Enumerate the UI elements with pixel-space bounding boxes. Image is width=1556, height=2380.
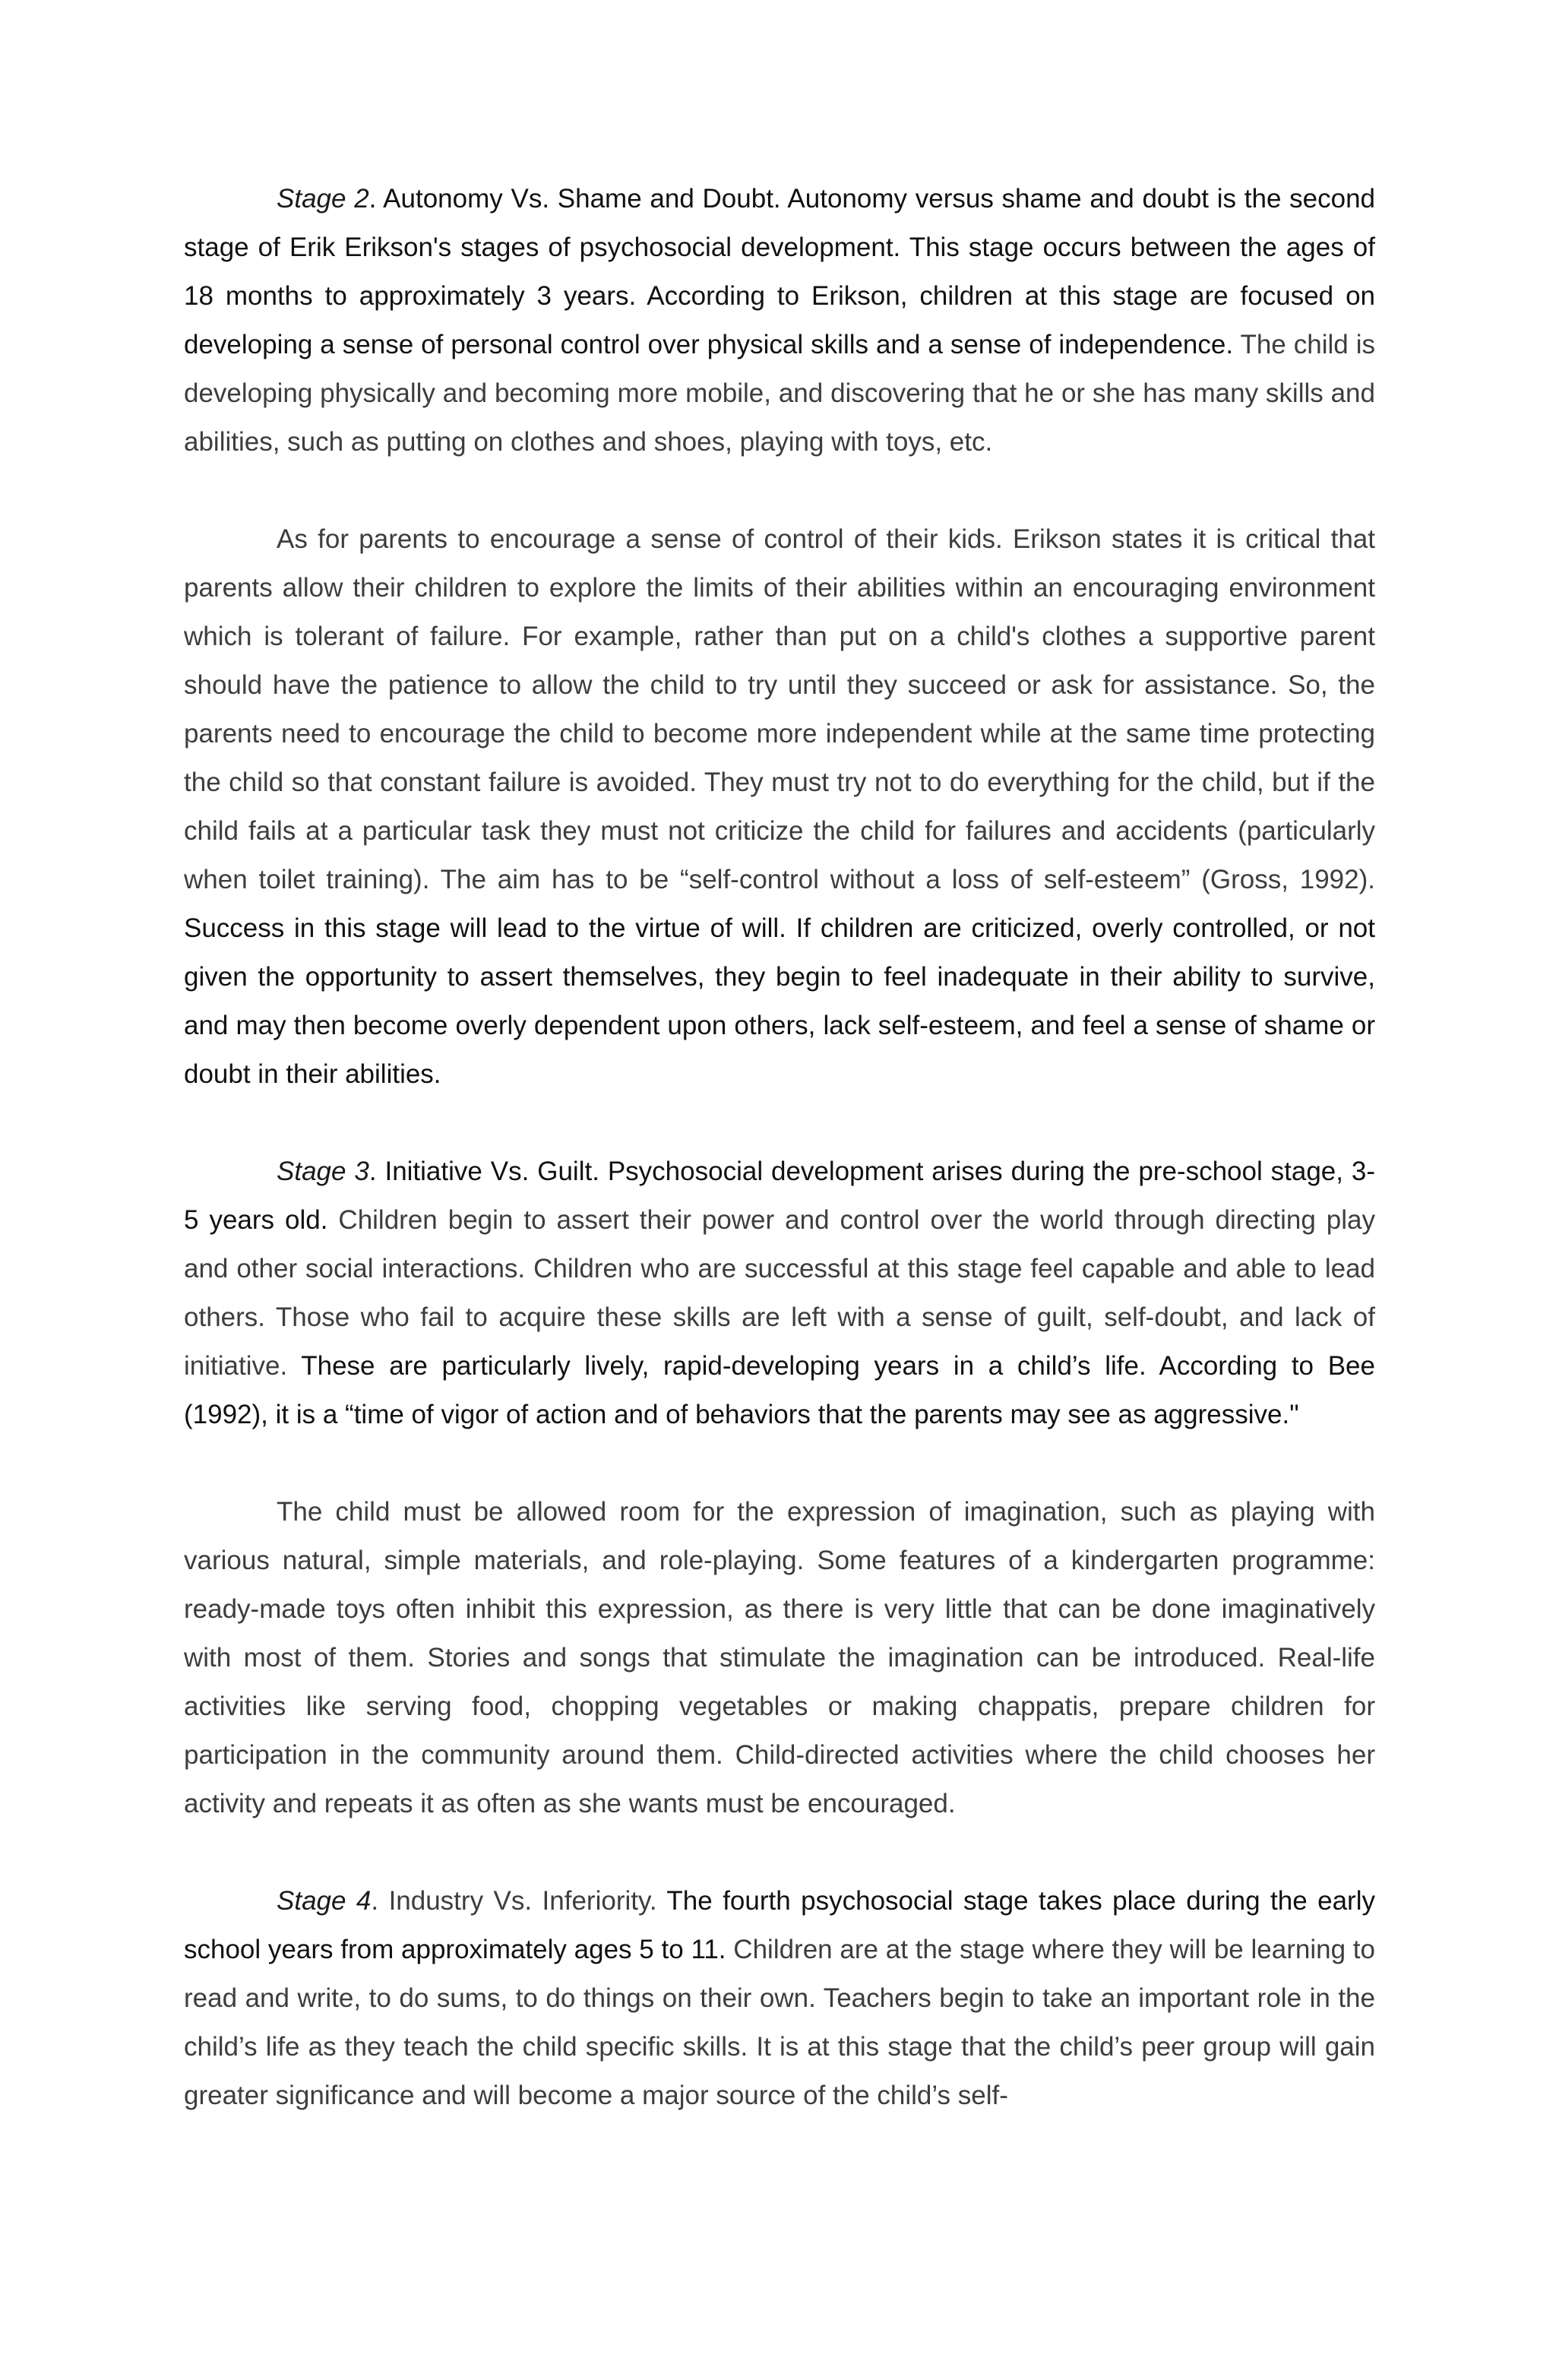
sentence: The child is developing physically and becoming more mobile, and discovering that he or she has many skills and abilities, such as putting on clothes and shoes, playing with toys, etc.: [184, 330, 1376, 457]
paragraph-stage-4-intro: [184, 1877, 1375, 2120]
paragraph-stage-3-imagination: [184, 1488, 1375, 1828]
sentence: . Industry Vs. Inferiority.: [371, 1886, 657, 1916]
stage-label: Stage 4: [277, 1886, 372, 1916]
paragraph-stage-3-intro: [184, 1147, 1375, 1439]
sentence: As for parents to encourage a sense of control of their kids. Erikson states it is critical that parents allow their children to explore the limits of their abilities within an encouraging environment which is tolerant of failure. For example, rather than put on a child's clothes a supportive parent should have the patience to allow the child to try until they succeed or ask for assistance. So, the parents need to encourage the child to become more independent while at the same time protecting the child so that constant failure is avoided. They must try not to do everything for the child, but if the child fails at a particular task they must not criticize the child for failures and accidents (particularly when toilet training). The aim has to be “self-control without a loss of self-esteem” (Gross, 1992).: [184, 524, 1375, 894]
sentence: Success in this stage will lead to the virtue of will. If children are criticized, overly controlled, or not given the opportunity to assert themselves, they begin to feel inadequate in their ability to survive, and may then become overly dependent upon others, lack self-esteem, and feel a sense of shame or doubt in their abilities.: [184, 913, 1375, 1089]
paragraph-stage-2-parents: [184, 515, 1375, 1099]
stage-label: Stage 2: [277, 184, 369, 214]
paragraph-stage-2-intro: [184, 175, 1375, 467]
sentence: The fourth psychosocial stage takes place during the early school years from approximately ages 5 to 11.: [184, 1886, 1375, 1964]
sentence: These are particularly lively, rapid-developing years in a child’s life. According to Bee (1992), it is a “time of vigor of action and of behaviors that the parents may see as aggressive.": [184, 1351, 1375, 1429]
sentence: Children are at the stage where they will be learning to read and write, to do sums, to do things on their own. Teachers begin to take an important role in the child’s life as they teach the child specific skills. It is at this stage that the child’s peer group will gain greater significance and will become a major source of the child’s self-: [184, 1935, 1375, 2110]
sentence: Children begin to assert their power and control over the world through directing play and other social interactions. Children who are successful at this stage feel capable and able to lead others. Those who fail to acquire these skills are left with a sense of guilt, self-doubt, and lack of initiative.: [184, 1205, 1375, 1381]
sentence: . Initiative Vs. Guilt. Psychosocial development arises during the pre-school stage, 3-5 years old.: [184, 1157, 1376, 1235]
sentence: . Autonomy Vs. Shame and Doubt. Autonomy versus shame and doubt is the second stage of Erik Erikson's stages of psychosocial development. This stage occurs between the ages of 18 months to approximately 3 years. According to Erikson, children at this stage are focused on developing a sense of personal control over physical skills and a sense of independence.: [184, 184, 1375, 359]
sentence: The child must be allowed room for the expression of imagination, such as playing with various natural, simple materials, and role-playing. Some features of a kindergarten programme: ready-made toys often inhibit this expression, as there is very little that can be done imaginatively with most of them. Stories and songs that stimulate the imagination can be introduced. Real-life activities like serving food, chopping vegetables or making chappatis, prepare children for participation in the community around them. Child-directed activities where the child chooses her activity and repeats it as often as she wants must be encouraged.: [184, 1497, 1375, 1818]
document-page: [184, 175, 1375, 2120]
stage-label: Stage 3: [277, 1157, 369, 1186]
